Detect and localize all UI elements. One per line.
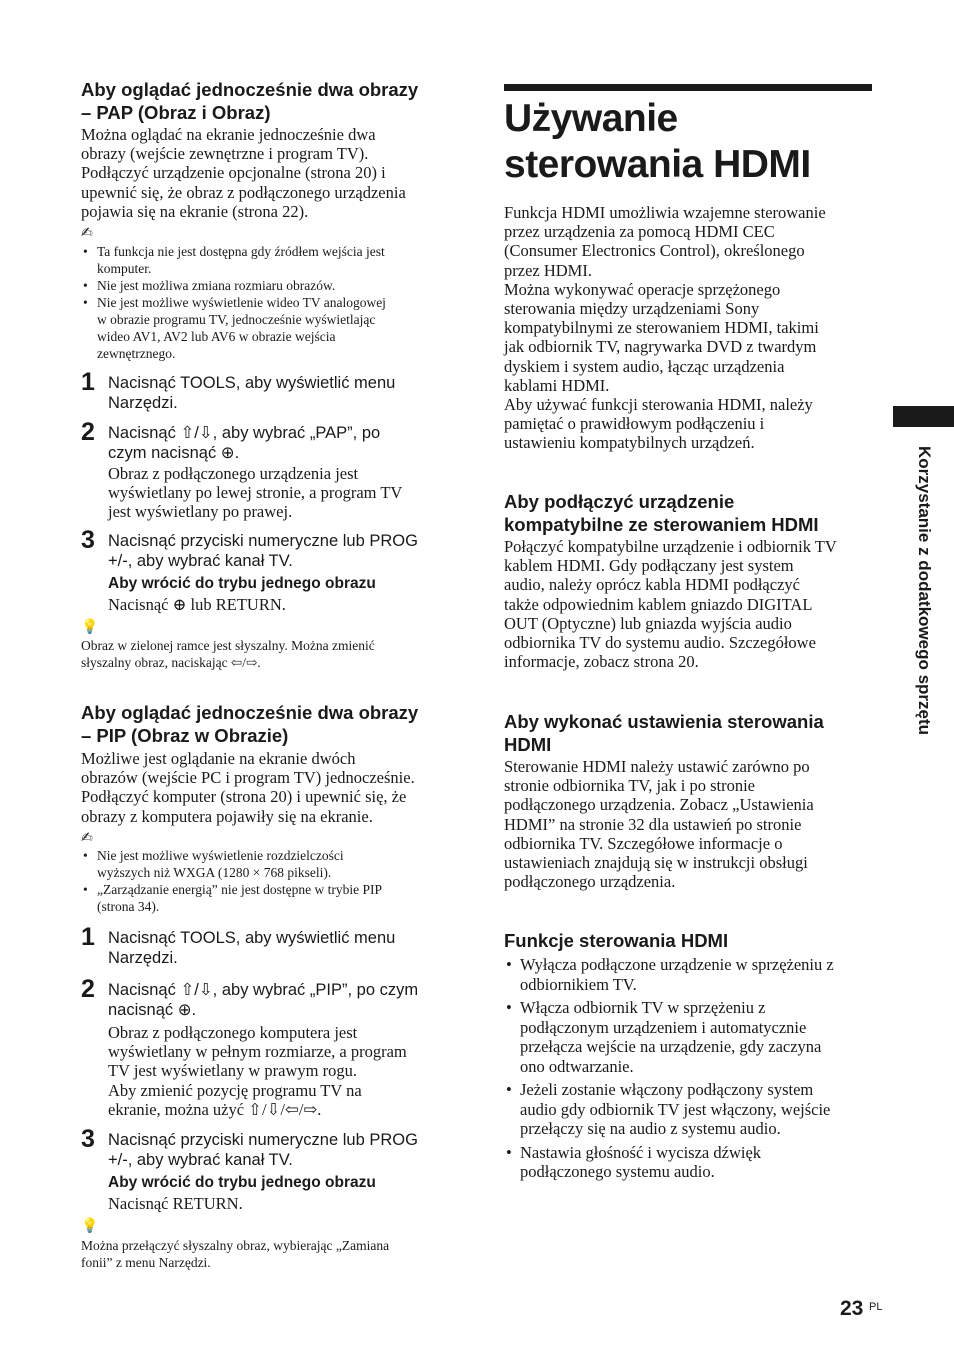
step-text: Nacisnąć ⇧/⇩, aby wybrać „PAP”, po czym nacisnąć ⊕. bbox=[108, 424, 381, 462]
pip-return-text: Nacisnąć RETURN. bbox=[108, 1194, 243, 1213]
pip-tip: Można przełączyć słyszalny obraz, wybierając „Zamiana fonii” z menu Narzędzi. bbox=[81, 1238, 390, 1270]
list-item: • Wyłącza podłączone urządzenie w sprzężeniu z odbiornikiem TV. bbox=[504, 955, 876, 994]
list-item: • Nastawia głośność i wycisza dźwięk podłączonego systemu audio. bbox=[504, 1143, 876, 1182]
pap-return-heading: Aby wrócić do trybu jednego obrazu bbox=[108, 575, 376, 592]
section-tab-label: Korzystanie z dodatkowego sprzętu bbox=[915, 446, 934, 736]
pap-step-1 bbox=[81, 368, 453, 413]
pap-notes bbox=[81, 243, 453, 362]
note-item: • „Zarządzanie energią” nie jest dostępne w trybie PIP (strona 34). bbox=[81, 881, 453, 915]
step-number: 2 bbox=[81, 418, 95, 446]
note-item: • Nie jest możliwe wyświetlenie wideo TV analogowej w obrazie programu TV, jednocześnie wyświetlając wideo AV1, AV2 lub AV6 w obrazie wejścia zewnętrznego. bbox=[81, 294, 453, 362]
pap-note-icon: ✍ bbox=[81, 225, 93, 241]
step-text: Nacisnąć przyciski numeryczne lub PROG +/-, aby wybrać kanał TV. bbox=[108, 1131, 418, 1169]
step-number: 2 bbox=[81, 975, 95, 1003]
step-number: 1 bbox=[81, 923, 95, 951]
step-number: 3 bbox=[81, 1125, 95, 1153]
step-text: Nacisnąć przyciski numeryczne lub PROG +/-, aby wybrać kanał TV. bbox=[108, 532, 418, 570]
page-number: 23 bbox=[840, 1297, 864, 1320]
page-title-line-1: Używanie bbox=[504, 97, 678, 140]
pip-notes bbox=[81, 847, 453, 915]
pip-heading bbox=[81, 701, 418, 747]
pip-heading-line-1: Aby oglądać jednocześnie dwa obrazy bbox=[81, 702, 419, 723]
page-language: PL bbox=[869, 1301, 883, 1313]
pip-note-icon: ✍ bbox=[81, 830, 93, 846]
pap-intro-line: upewnić się, że obraz z podłączonego urządzenia bbox=[81, 182, 406, 202]
connect-heading: Aby podłączyć urządzenie kompatybilne ze sterowaniem HDMI bbox=[504, 491, 819, 535]
pip-intro: Możliwe jest oglądanie na ekranie dwóch obrazów (wejście PC i program TV) jednocześnie. Podłączyć komputer (strona 20) i upewnić się, że obrazy z komputera pojawiły się na ekranie. bbox=[81, 749, 415, 826]
pip-heading-line-2: – PIP (Obraz w Obrazie) bbox=[81, 725, 289, 746]
connect-text: Połączyć kompatybilne urządzenie i odbiornik TV kablem HDMI. Gdy podłączany jest system audio, należy oprócz kabla HDMI podłączyć także odpowiednim kablem gniazdo DIGITAL OUT (Optyczne) lub gniazda wyjścia audio odbiornika TV do systemu audio. Szczegółowe informacje, zobacz strona 20. bbox=[504, 537, 837, 672]
page-title bbox=[504, 96, 811, 188]
pap-heading-line-2: – PAP (Obraz i Obraz) bbox=[81, 102, 271, 123]
pip-step-3 bbox=[81, 1125, 453, 1213]
pap-step-2 bbox=[81, 418, 453, 522]
pip-return-heading: Aby wrócić do trybu jednego obrazu bbox=[108, 1174, 376, 1191]
step-number: 3 bbox=[81, 526, 95, 554]
list-item: • Włącza odbiornik TV w sprzężeniu z podłączonym urządzeniem i automatycznie przełącza wejście na urządzenie, gdy zaczyna ono odtwarzanie. bbox=[504, 998, 876, 1076]
functions-list bbox=[504, 955, 876, 1186]
pap-intro-line: pojawia się na ekranie (strona 22). bbox=[81, 201, 309, 221]
step-text: Nacisnąć TOOLS, aby wyświetlić menu Narzędzi. bbox=[108, 374, 396, 412]
pap-intro-line: obrazy (wejście zewnętrzne i program TV). bbox=[81, 144, 369, 164]
lightbulb-icon: 💡 bbox=[81, 619, 99, 635]
pip-step-2 bbox=[81, 975, 453, 1119]
step-number: 1 bbox=[81, 368, 95, 396]
lightbulb-icon: 💡 bbox=[81, 1218, 99, 1234]
note-item: • Nie jest możliwe wyświetlenie rozdzielczości wyższych niż WXGA (1280 × 768 pikseli). bbox=[81, 847, 453, 881]
settings-heading: Aby wykonać ustawienia sterowania HDMI bbox=[504, 711, 824, 755]
section-tab bbox=[893, 406, 954, 427]
pap-return-text: Nacisnąć ⊕ lub RETURN. bbox=[108, 595, 286, 614]
step-text: Nacisnąć TOOLS, aby wyświetlić menu Narzędzi. bbox=[108, 929, 396, 967]
pap-heading bbox=[81, 78, 418, 124]
pap-intro-line: Podłączyć urządzenie opcjonalne (strona 20) i bbox=[81, 163, 386, 183]
pap-tip: Obraz w zielonej ramce jest słyszalny. Można zmienić słyszalny obraz, naciskając ⇦/⇨. bbox=[81, 638, 375, 670]
step-text: Nacisnąć ⇧/⇩, aby wybrać „PIP”, po czym nacisnąć ⊕. bbox=[108, 981, 419, 1019]
pap-intro-line: Można oglądać na ekranie jednocześnie dwa bbox=[81, 125, 376, 144]
pap-heading-line-1: Aby oglądać jednocześnie dwa obrazy bbox=[81, 79, 419, 100]
functions-heading: Funkcje sterowania HDMI bbox=[504, 930, 729, 951]
pap-step-3 bbox=[81, 526, 453, 614]
step-detail: Obraz z podłączonego komputera jest wyświetlany w pełnym rozmiarze, a program TV jest wyświetlany w prawym rogu. Aby zmienić pozycję programu TV na ekranie, można użyć ⇧/⇩/⇦/⇨. bbox=[108, 1023, 407, 1119]
pip-step-1 bbox=[81, 923, 453, 968]
hdmi-intro: Funkcja HDMI umożliwia wzajemne sterowanie przez urządzenia za pomocą HDMI CEC (Consumer Electronics Control), określonego przez HDMI. Można wykonywać operacje sprzężonego sterowania między urządzeniami Sony kompatybilnymi ze sterowaniem HDMI, takimi jak odbiornik TV, nagrywarka DVD z twardym dyskiem i system audio, łącząc urządzenia kablami HDMI. Aby używać funkcji sterowania HDMI, należy pamiętać o prawidłowym podłączeniu i ustawieniu kompatybilnych urządzeń. bbox=[504, 203, 826, 453]
settings-text: Sterowanie HDMI należy ustawić zarówno po stronie odbiornika TV, jak i po stronie podłączonego urządzenia. Zobacz „Ustawienia HDMI” na stronie 32 dla ustawień po stronie odbiornika TV. Szczegółowe informacje o ustawieniach znajdują się w instrukcji obsługi podłączonego urządzenia. bbox=[504, 757, 814, 892]
title-rule bbox=[504, 84, 872, 91]
page-title-line-2: sterowania HDMI bbox=[504, 143, 811, 186]
note-item: • Ta funkcja nie jest dostępna gdy źródłem wejścia jest komputer. bbox=[81, 243, 453, 277]
step-detail: Obraz z podłączonego urządzenia jest wyświetlany po lewej stronie, a program TV jest wyświetlany po prawej. bbox=[108, 464, 403, 522]
note-item: • Nie jest możliwa zmiana rozmiaru obrazów. bbox=[81, 277, 453, 294]
list-item: • Jeżeli zostanie włączony podłączony system audio gdy odbiornik TV jest włączony, wejście przełączy się na audio z systemu audio. bbox=[504, 1080, 876, 1139]
pap-intro bbox=[81, 125, 406, 221]
